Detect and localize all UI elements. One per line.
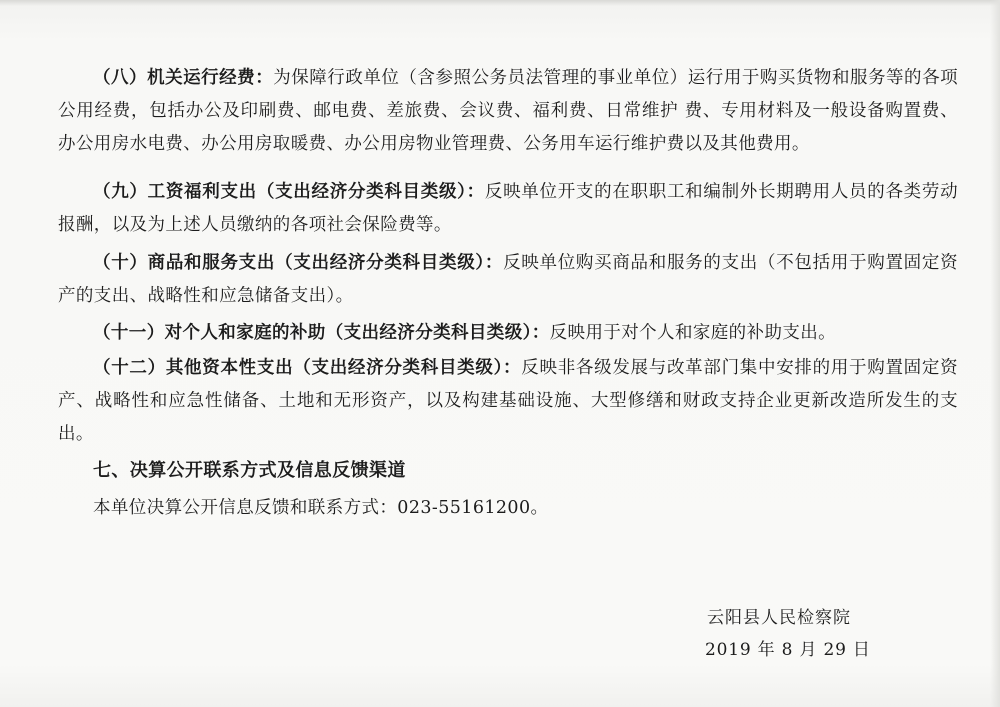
- paragraph-body: 反映单位开支的在职职工和编制外长期聘用人员的各类劳动报酬，以及为上述人员缴纳的各项社会保险费等。: [58, 182, 958, 235]
- section-heading: 七、决算公开联系方式及信息反馈渠道: [93, 460, 406, 481]
- signature-organization: 云阳县人民检察院: [707, 608, 851, 628]
- paragraph-body: 反映单位购买商品和服务的支出（不包括用于购置固定资产的支出、战略性和应急储备支出）。: [58, 253, 959, 306]
- scan-shadow-right: [990, 0, 1000, 707]
- paragraph-household-subsidy: [58, 317, 958, 350]
- paragraph-lead: （十）商品和服务支出（支出经济分类科目类级）：: [93, 253, 504, 273]
- paragraph-lead: （九）工资福利支出（支出经济分类科目类级）：: [93, 182, 485, 202]
- paragraph-body: 反映用于对个人和家庭的补助支出。: [549, 323, 837, 343]
- contact-info: 本单位决算公开信息反馈和联系方式：023-55161200。: [93, 498, 549, 518]
- paragraph-goods-services: [58, 247, 958, 313]
- paragraph-other-capital: [58, 352, 958, 451]
- paragraph-lead: （十二）其他资本性支出（支出经济分类科目类级）：: [93, 358, 522, 378]
- paragraph-operating-expenses: [58, 62, 958, 161]
- paragraph-lead: （八）机关运行经费：: [93, 68, 274, 88]
- paragraph-lead: （十一）对个人和家庭的补助（支出经济分类科目类级）：: [93, 323, 550, 343]
- paragraph-body: 反映非各级发展与改革部门集中安排的用于购置固定资产、战略性和应急性储备、土地和无形资产，以及构建基础设施、大型修缮和财政支持企业更新改造所发生的支出。: [58, 358, 958, 444]
- signature-date: 2019 年 8 月 29 日: [705, 640, 871, 660]
- paragraph-wage-welfare: [58, 176, 958, 242]
- paragraph-body: 为保障行政单位（含参照公务员法管理的事业单位）运行用于购买货物和服务等的各项公用经费，包括办公及印刷费、邮电费、差旅费、会议费、福利费、日常维护 费、专用材料及一般设备购置费、办公用房水电费、办公用房取暖费、办公用房物业管理费、公务用车运行维护费以及其他费用。: [58, 68, 958, 154]
- scan-shadow-top: [0, 0, 1000, 6]
